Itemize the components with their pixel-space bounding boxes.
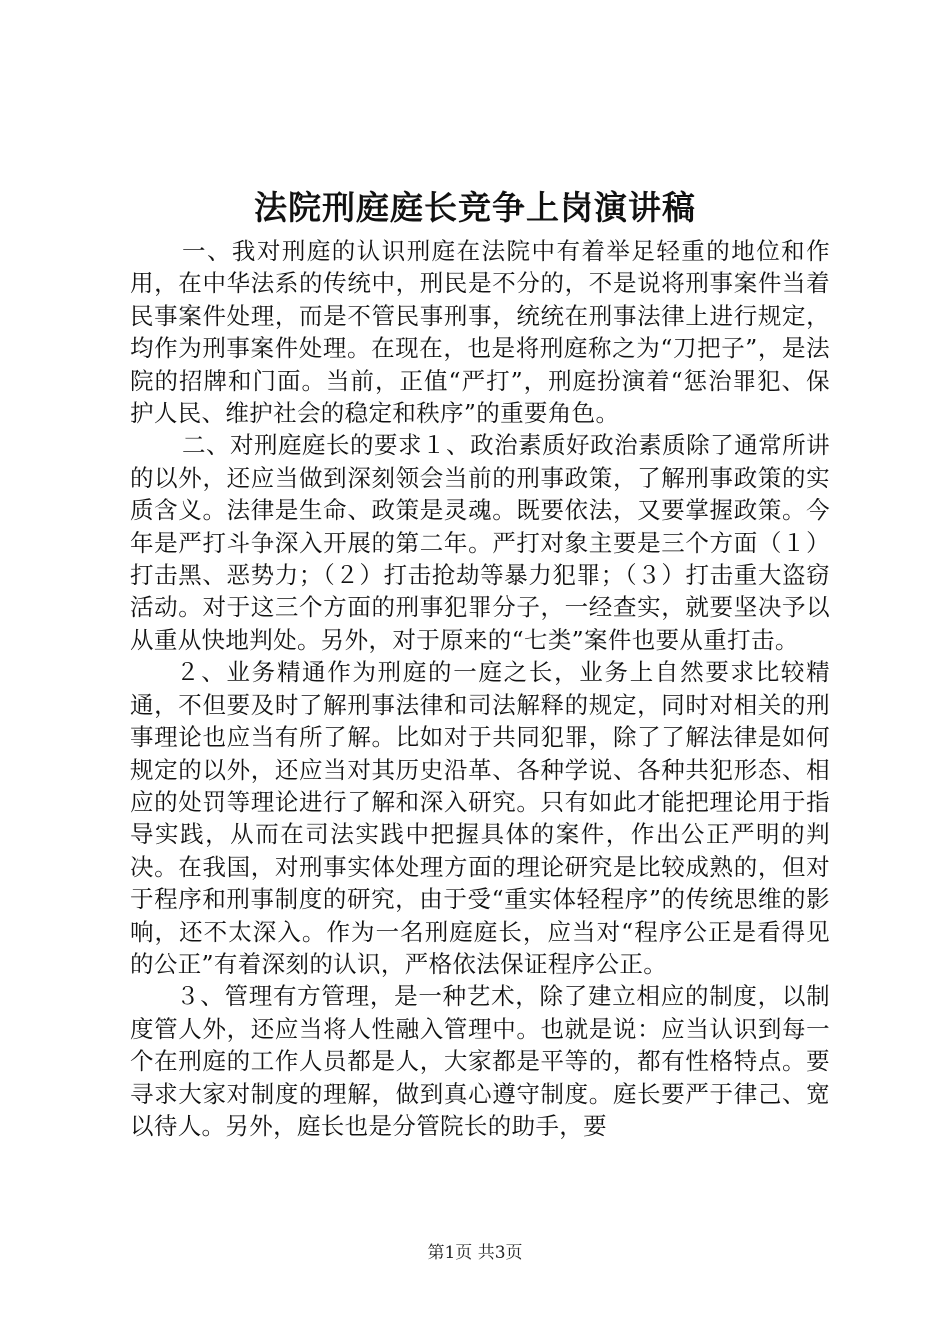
document-body bbox=[130, 235, 830, 1142]
document-title: 法院刑庭庭长竞争上岗演讲稿 bbox=[254, 188, 696, 227]
paragraph-3: ２、业务精通作为刑庭的一庭之长，业务上自然要求比较精通，不但要及时了解刑事法律和司法解释的规定，同时对相关的刑事理论也应当有所了解。比如对于共同犯罪，除了了解法律是如何规定的以外，还应当对其历史沿革、各种学说、各种共犯形态、相应的处罚等理论进行了解和深入研究。只有如此才能把理论用于指导实践，从而在司法实践中把握具体的案件，作出公正严明的判决。在我国，对刑事实体处理方面的理论研究是比较成熟的，但对于程序和刑事制度的研究，由于受“重实体轻程序”的传统思维的影响，还不太深入。作为一名刑庭庭长，应当对“程序公正是看得见的公正”有着深刻的认识，严格依法保证程序公正。 bbox=[130, 658, 830, 978]
paragraph-4: ３、管理有方管理，是一种艺术，除了建立相应的制度，以制度管人外，还应当将人性融入管理中。也就是说：应当认识到每一个在刑庭的工作人员都是人，大家都是平等的，都有性格特点。要寻求大家对制度的理解，做到真心遵守制度。庭长要严于律己、宽以待人。另外，庭长也是分管院长的助手，要 bbox=[130, 982, 830, 1140]
page-footer: 第1页 共3页 bbox=[427, 1243, 523, 1263]
paragraph-2: 二、对刑庭庭长的要求１、政治素质好政治素质除了通常所讲的以外，还应当做到深刻领会当前的刑事政策，了解刑事政策的实质含义。法律是生命、政策是灵魂。既要依法，又要掌握政策。今年是严打斗争深入开展的第二年。严打对象主要是三个方面（１）打击黑、恶势力；（２）打击抢劫等暴力犯罪；（３）打击重大盗窃活动。对于这三个方面的刑事犯罪分子，一经查实，就要坚决予以从重从快地判处。另外，对于原来的“七类”案件也要从重打击。 bbox=[130, 431, 830, 654]
paragraph-1: 一、我对刑庭的认识刑庭在法院中有着举足轻重的地位和作用，在中华法系的传统中，刑民是不分的，不是说将刑事案件当着民事案件处理，而是不管民事刑事，统统在刑事法律上进行规定，均作为刑事案件处理。在现在，也是将刑庭称之为“刀把子”，是法院的招牌和门面。当前，正值“严打”，刑庭扮演着“惩治罪犯、保护人民、维护社会的稳定和秩序”的重要角色。 bbox=[130, 237, 830, 428]
